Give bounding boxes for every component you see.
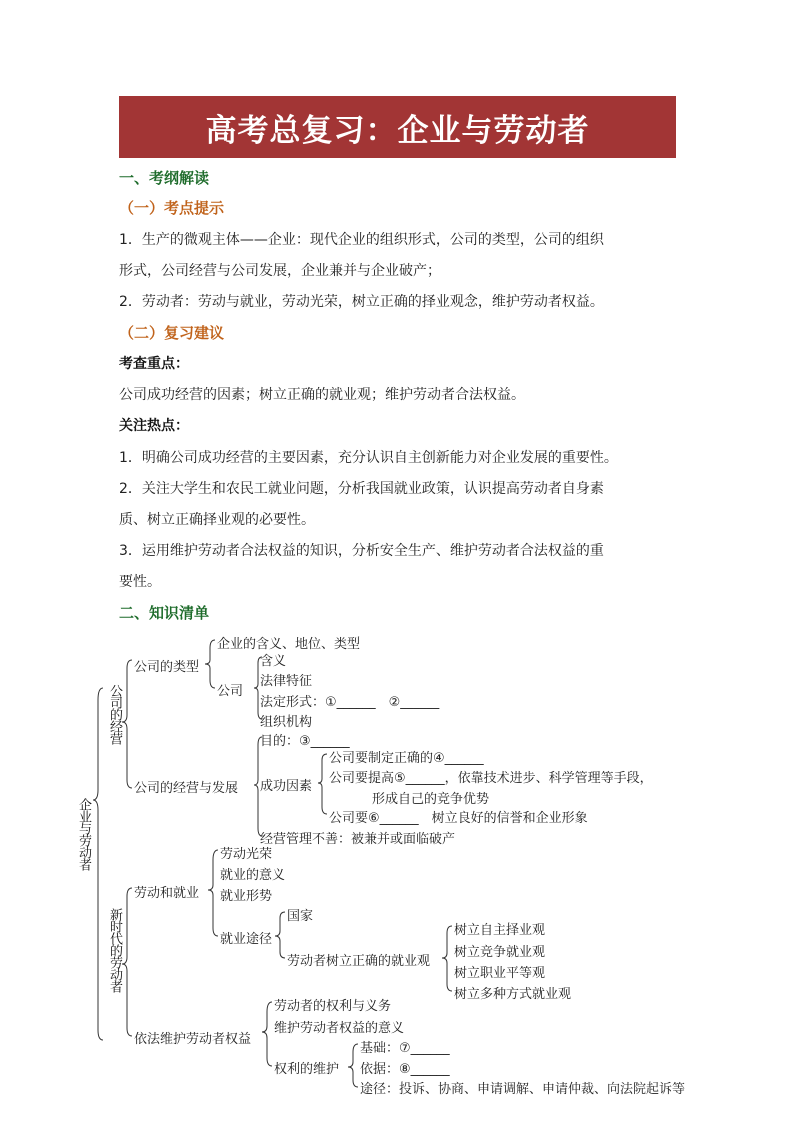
paragraph-2: 2．劳动者：劳动与就业，劳动光荣，树立正确的择业观念，维护劳动者权益。 — [119, 294, 604, 310]
node-labor-employment: 劳动和就业 — [134, 886, 200, 901]
node-success-2b: 形成自己的竞争优势 — [372, 792, 490, 807]
paragraph-1a: 1．生产的微观主体——企业：现代企业的组织形式，公司的类型，公司的组织 — [119, 232, 604, 248]
node-view-4: 树立多种方式就业观 — [454, 987, 572, 1002]
node-rights-protection: 权利的维护 — [274, 1062, 340, 1077]
node-success-factors: 成功因素 — [260, 779, 313, 794]
focus-label: 考查重点： — [119, 356, 189, 372]
node-enterprise-meaning: 企业的含义、地位、类型 — [217, 637, 361, 652]
node-company-meaning: 含义 — [260, 654, 287, 669]
paragraph-1b: 形式，公司经营与公司发展，企业兼并与企业破产； — [119, 263, 441, 279]
node-view-3: 树立职业平等观 — [454, 966, 546, 981]
node-success-1: 公司要制定正确的④______ — [329, 751, 484, 766]
node-basis: 基础：⑦______ — [360, 1041, 450, 1056]
hot-item-3b: 要性。 — [119, 574, 161, 590]
node-company: 公司 — [217, 684, 244, 699]
page-title: 高考总复习：企业与劳动者 — [205, 112, 590, 149]
node-operation-development: 公司的经营与发展 — [134, 781, 239, 796]
node-purpose: 目的：③______ — [260, 734, 350, 749]
subsection-2-heading: （二）复习建议 — [119, 324, 225, 342]
mindmap-root: 企业与劳动者 — [76, 798, 91, 870]
subsection-1-heading: （一）考点提示 — [119, 199, 225, 217]
node-organization: 组织机构 — [260, 715, 313, 730]
node-success-2: 公司要提高⑤______，依靠技术进步、科学管理等手段， — [329, 771, 653, 786]
node-legal-forms: 法定形式：①______ ②______ — [260, 695, 440, 710]
node-channels: 途径：投诉、协商、申请调解、申请仲裁、向法院起诉等 — [360, 1082, 686, 1097]
node-state: 国家 — [287, 909, 314, 924]
node-company-types: 公司的类型 — [134, 660, 200, 675]
hot-item-2a: 2．关注大学生和农民工就业问题，分析我国就业政策，认识提高劳动者自身素 — [119, 481, 604, 497]
node-poor-management: 经营管理不善：被兼并或面临破产 — [260, 832, 456, 847]
node-view-2: 树立竞争就业观 — [454, 945, 546, 960]
node-grounds: 依据：⑧______ — [360, 1062, 450, 1077]
branch-company-operation: 公司的经营 — [107, 684, 122, 744]
node-view-1: 树立自主择业观 — [454, 923, 546, 938]
node-success-3: 公司要⑥______ 树立良好的信誉和企业形象 — [329, 811, 588, 826]
hot-item-3a: 3．运用维护劳动者合法权益的知识，分析安全生产、维护劳动者合法权益的重 — [119, 543, 604, 559]
node-labor-glory: 劳动光荣 — [220, 847, 273, 862]
hot-label: 关注热点： — [119, 418, 189, 434]
node-rights-meaning: 维护劳动者权益的意义 — [274, 1021, 405, 1036]
node-correct-employment-view: 劳动者树立正确的就业观 — [287, 954, 431, 969]
node-employment-situation: 就业形势 — [220, 889, 273, 904]
focus-text: 公司成功经营的因素；树立正确的就业观；维护劳动者合法权益。 — [119, 387, 525, 403]
node-legal-features: 法律特征 — [260, 674, 313, 689]
node-rights-duties: 劳动者的权利与义务 — [274, 999, 392, 1014]
hot-item-2b: 质、树立正确择业观的必要性。 — [119, 512, 315, 528]
node-employment-meaning: 就业的意义 — [220, 868, 286, 883]
node-protect-rights: 依法维护劳动者权益 — [134, 1032, 252, 1047]
node-employment-path: 就业途径 — [220, 932, 273, 947]
section-2-heading: 二、知识清单 — [119, 604, 210, 622]
branch-new-era-workers: 新时代的劳动者 — [107, 908, 122, 992]
section-1-heading: 一、考纲解读 — [119, 169, 210, 187]
hot-item-1: 1．明确公司成功经营的主要因素，充分认识自主创新能力对企业发展的重要性。 — [119, 450, 618, 466]
